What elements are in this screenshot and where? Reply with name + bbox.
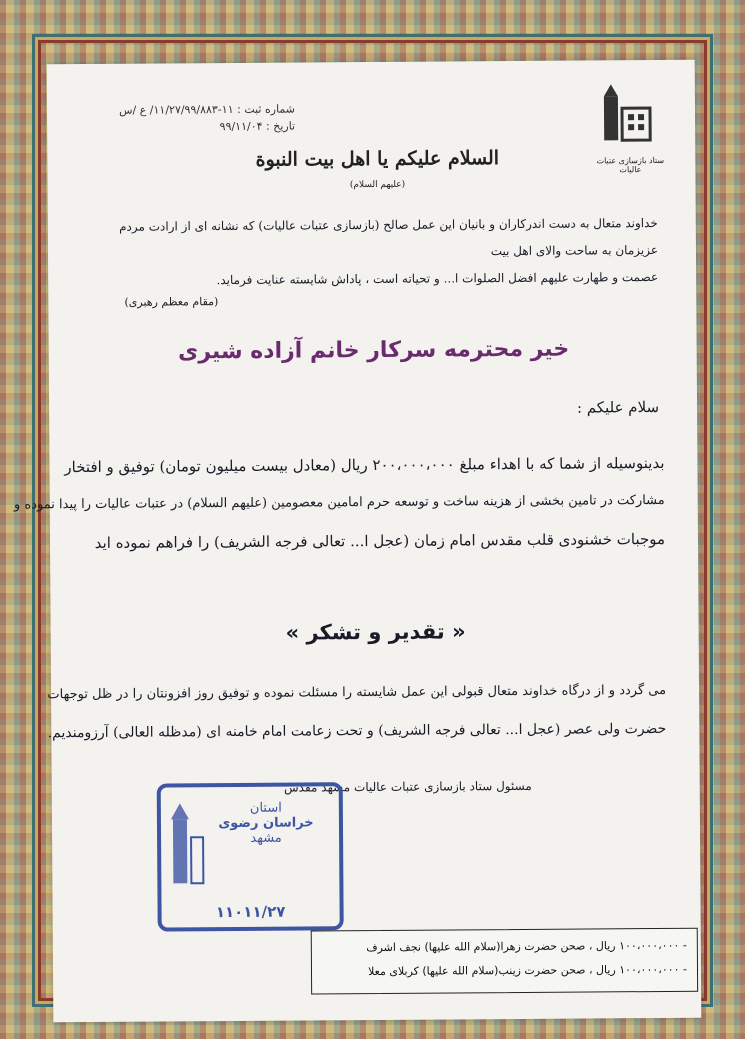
document-meta	[95, 101, 295, 136]
closing-line: می گردد و از درگاه خداوند متعال قبولی این عمل شایسته را مسئلت نموده و توفیق روز افزونتان را در ظل توجهات	[47, 682, 667, 703]
recipient-name: خیر محترمه سرکار خانم آزاده شیری	[178, 336, 570, 365]
salutation-note: (علیهم السلام)	[349, 179, 406, 191]
stamp-line: خراسان رضوی	[218, 815, 314, 832]
closing-line: حضرت ولی عصر (عجل ا... تعالی فرجه الشریف) و تحت زعامت امام خامنه ای (مدظله العالی) آرزومندیم.	[47, 720, 667, 742]
greeting: سلام علیکم :	[576, 398, 660, 417]
certificate-paper	[13, 60, 702, 1023]
intro-line: عصمت و طهارت علیهم افضل الصلوات ا... و تحیاته است ، پاداش شایسته عنایت فرماید.	[216, 270, 659, 288]
body-line: موجبات خشنودی قلب مقدس امام زمان (عجل ا... تعالی فرجه الشریف) را فراهم نموده اید	[94, 529, 666, 552]
signature-title: مسئول ستاد بازسازی عتبات عالیات مشهد مقدس	[283, 778, 532, 795]
stamp-line: استان	[249, 800, 282, 816]
body-line: بدینوسیله از شما که با اهداء مبلغ ۲۰۰،۰۰۰،۰۰۰ ریال (معادل بیست میلیون تومان) توفیق و افتخار	[64, 453, 665, 477]
donation-line: - ۱۰۰،۰۰۰،۰۰۰ ریال ، صحن حضرت زینب(سلام الله علیها) کربلای معلا	[368, 962, 688, 979]
donation-line: - ۱۰۰،۰۰۰،۰۰۰ ریال ، صحن حضرت زهرا(سلام الله علیها) نجف اشرف	[366, 938, 687, 955]
registration-number: شماره ثبت : ۱۱-۱۱/۲۷/۹۹/۸۸۳/ ع /س	[119, 102, 296, 117]
body-line: مشارکت در تامین بخشی از هزینه ساخت و توسعه حرم امامین معصومین (علیهم السلام) در عتبات عالیات را پیدا نموده و	[13, 492, 665, 513]
intro-paragraph	[88, 210, 659, 295]
stamp-text	[201, 800, 332, 897]
official-stamp	[157, 782, 344, 931]
organization-logo-icon	[602, 82, 655, 154]
donation-allocation-box	[311, 928, 698, 995]
closing-paragraph	[47, 672, 667, 752]
appreciation-heading: « تقدیر و تشکر »	[285, 619, 466, 645]
stamp-line: مشهد	[250, 830, 282, 846]
intro-attribution: (مقام معظم رهبری)	[124, 295, 219, 309]
body-paragraph	[13, 444, 666, 562]
salutation-text: السلام علیکم یا اهل بیت النبوة	[255, 147, 500, 171]
stamp-date: ۱۱۰۱۱/۲۷	[215, 902, 286, 922]
intro-line: خداوند متعال به دست اندرکاران و بانیان این عمل صالح (بازسازی عتبات عالیات) که نشانه ای از ارادت مردم عزیزمان به ساحت والای اهل بیت	[119, 216, 659, 259]
logo-caption: ستاد بازسازی عتبات عالیات	[596, 155, 665, 175]
document-date: تاریخ : ۹۹/۱۱/۰۴	[219, 119, 296, 134]
salutation	[247, 147, 507, 193]
